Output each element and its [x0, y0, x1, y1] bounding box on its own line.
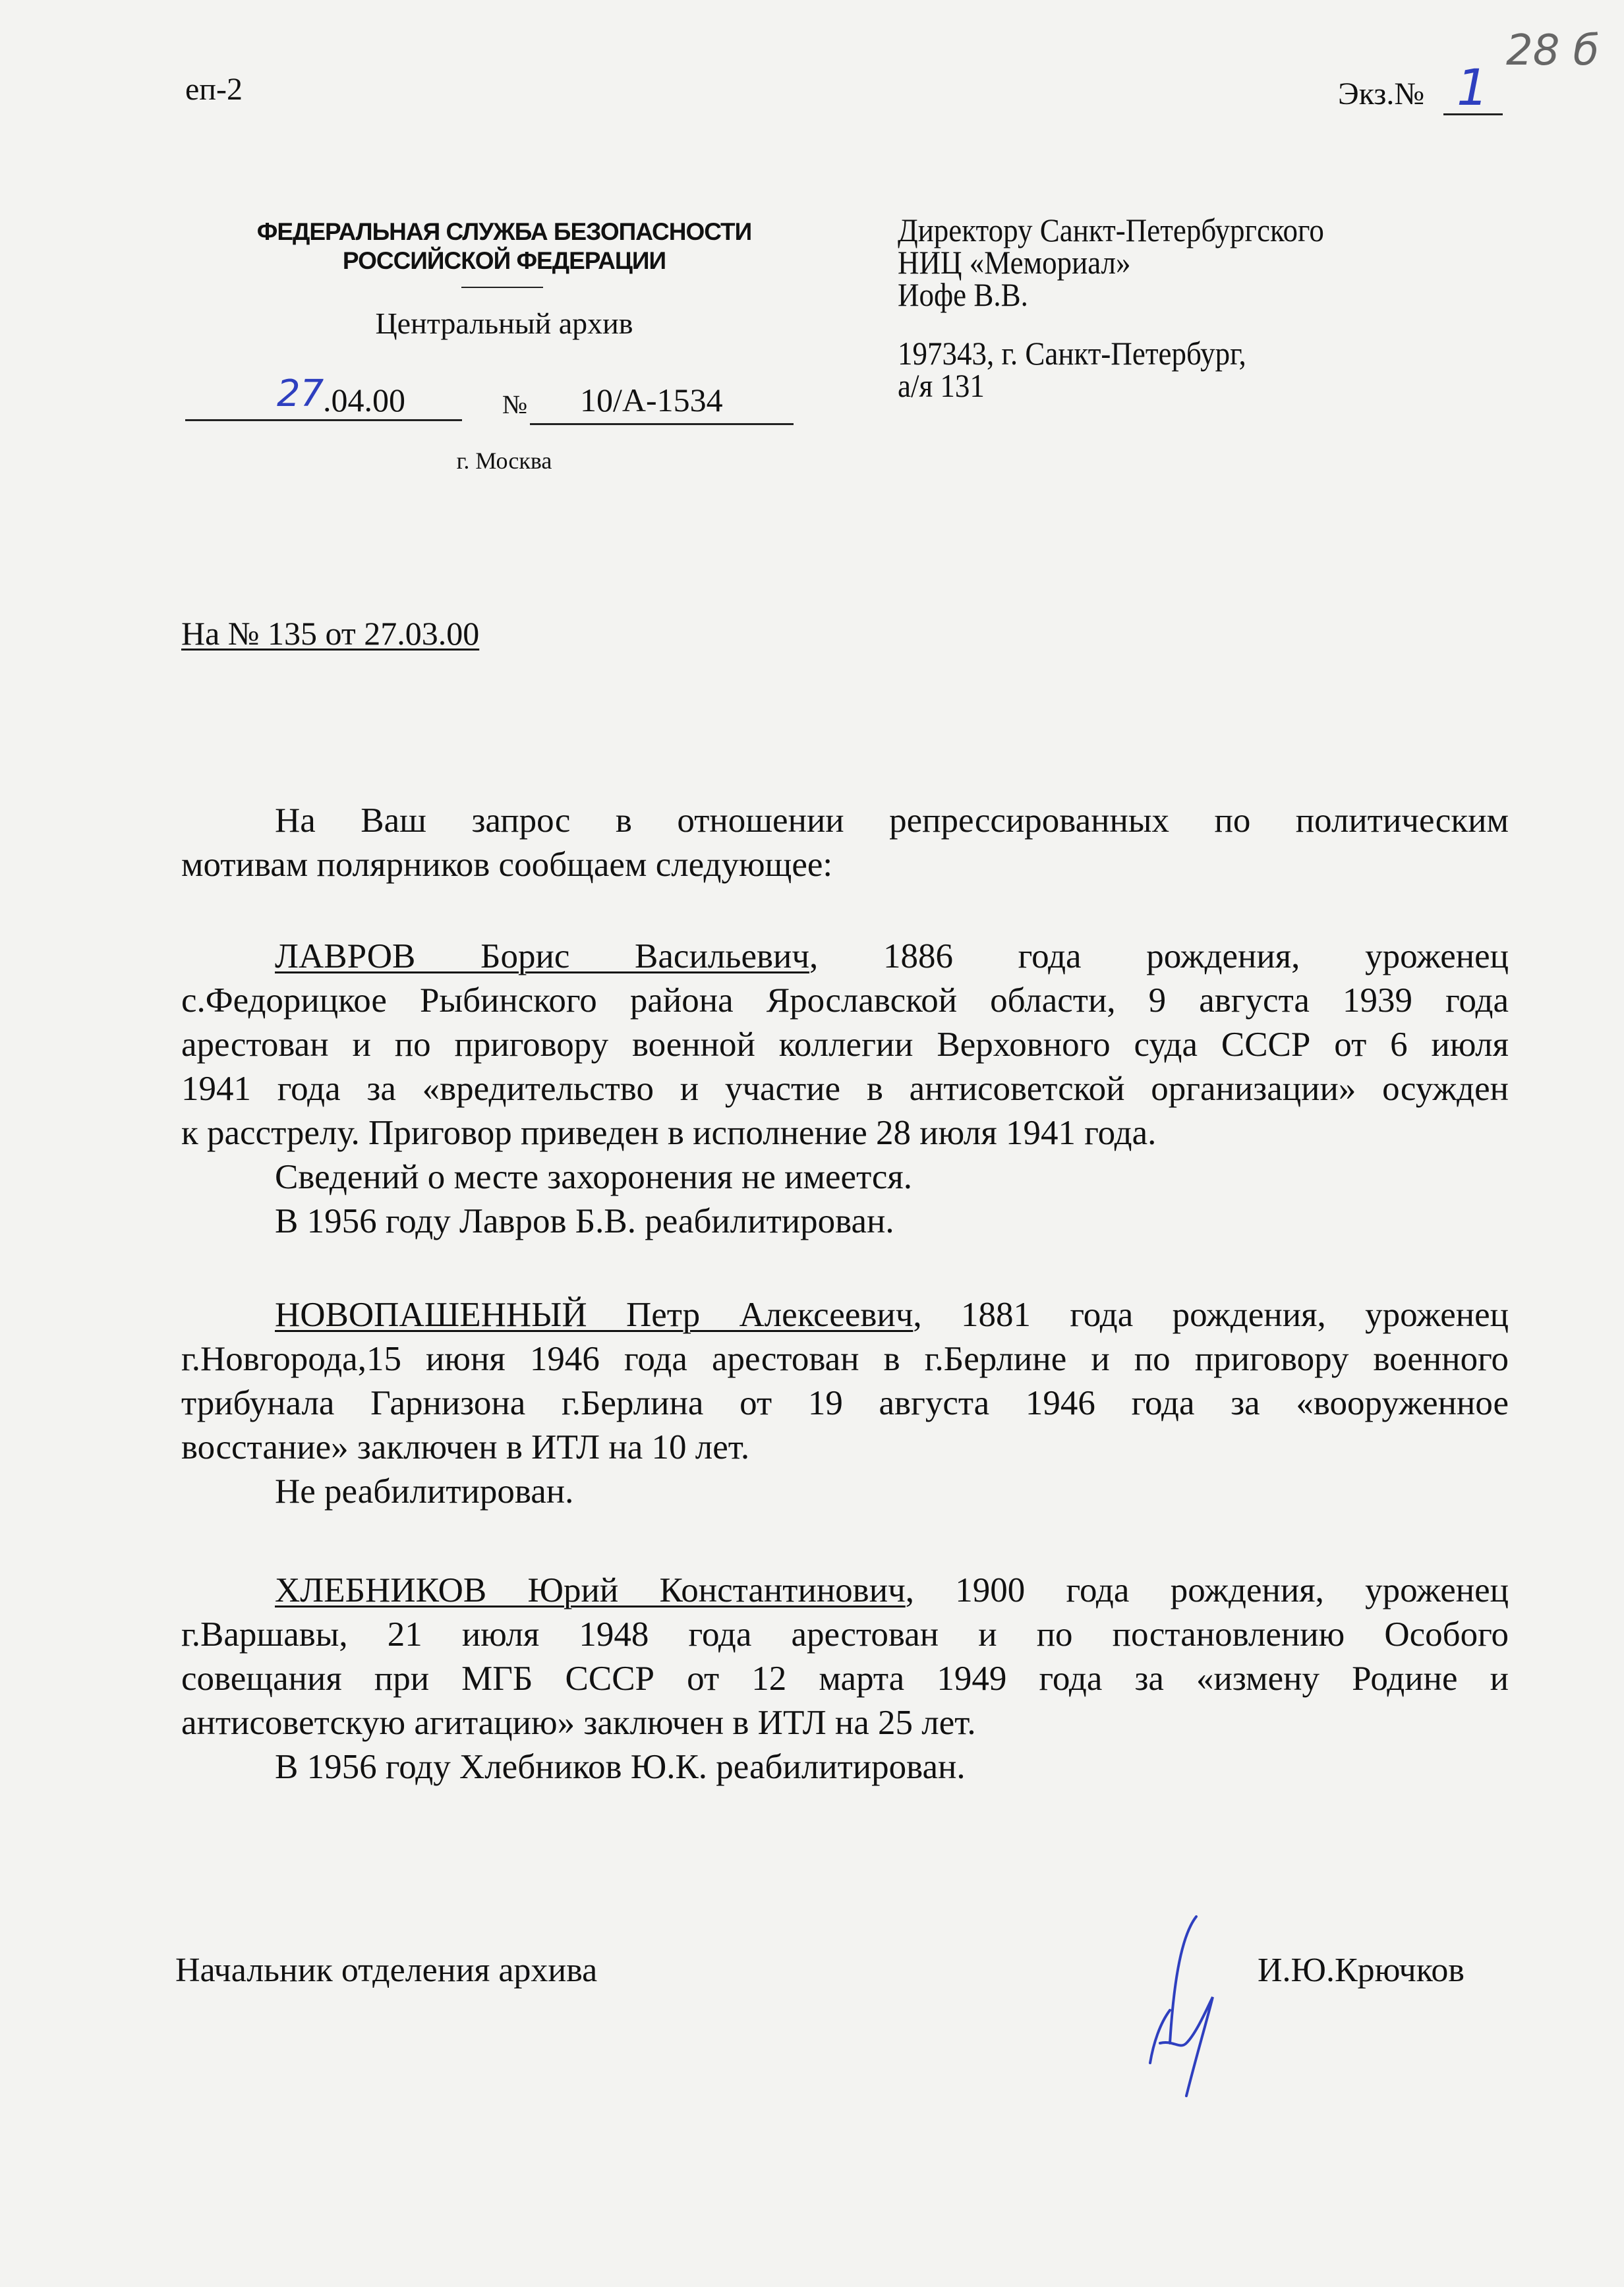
header-divider [461, 287, 543, 288]
intro-line: мотивам полярников сообщаем следующее: [181, 846, 833, 884]
recipient-name: Иофе В.В. [898, 276, 1028, 313]
recipient-address-2: а/я 131 [898, 367, 985, 404]
recipient-line-1: Директору Санкт-Петербургского [898, 212, 1324, 248]
outgoing-number: 10/А-1534 [580, 382, 723, 419]
person-name: ХЛЕБНИКОВ Юрий Константинович [275, 1571, 906, 1609]
date-underline [185, 419, 462, 421]
signatory-position: Начальник отделения архива [175, 1952, 598, 1989]
recipient-address-1: 197343, г. Санкт-Петербург, [898, 335, 1246, 372]
document-code: еп-2 [185, 72, 243, 107]
number-sign: № [502, 390, 528, 419]
date-handwritten: 27 [277, 372, 324, 415]
person-name: НОВОПАШЕННЫЙ Петр Алексеевич [275, 1296, 914, 1334]
copy-number-label: Экз.№ [1338, 76, 1425, 111]
copy-number-handwritten: 1 [1457, 58, 1489, 117]
handwritten-signature [1134, 1911, 1232, 2102]
sender-department: Центральный архив [375, 306, 633, 340]
person-name: ЛАВРОВ Борис Васильевич [275, 937, 810, 975]
sender-title-1: ФЕДЕРАЛЬНАЯ СЛУЖБА БЕЗОПАСНОСТИ [256, 218, 752, 245]
sender-title-2: РОССИЙСКОЙ ФЕДЕРАЦИИ [342, 247, 666, 274]
intro-line: На Ваш запрос в отношении репрессированных по политическим [275, 801, 1509, 840]
person-entry-novopashenny: НОВОПАШЕННЫЙ Петр Алексеевич, 1881 года рождения, уроженец г.Новгорода,15 июня 1946 года арестован в г.Берлине и по приговору военного трибунала Гарнизона г.Берлина от 19 августа 1946 года за «вооруженное восстание» заключен в ИТЛ на 10 лет. Не реабилитирован. [181, 1296, 1509, 1511]
signatory-name: И.Ю.Крючков [1258, 1952, 1464, 1989]
sender-city: г. Москва [456, 448, 552, 474]
person-entry-khlebnikov: ХЛЕБНИКОВ Юрий Константинович, 1900 года рождения, уроженец г.Варшавы, 21 июля 1948 года арестован и по постановлению Особого совещания при МГБ СССР от 12 марта 1949 года за «измену Родине и антисоветскую агитацию» заключен в ИТЛ на 25 лет. В 1956 году Хлебников Ю.К. реабилитирован. [181, 1571, 1509, 1786]
recipient-line-2: НИЦ «Мемориал» [898, 244, 1131, 281]
person-entry-lavrov: ЛАВРОВ Борис Васильевич, 1886 года рождения, уроженец с.Федорицкое Рыбинского района Ярославской области, 9 августа 1939 года арестован и по приговору военной коллегии Верховного суда СССР от 6 июля 1941 года за «вредительство и участие в антисоветской организации» осужден к расстрелу. Приговор приведен в исполнение 28 июля 1941 года. Сведений о месте захоронения не имеется. В 1956 году Лавров Б.В. реабилитирован. [181, 937, 1509, 1240]
date-printed: .04.00 [323, 382, 405, 419]
intro-paragraph [181, 799, 1509, 887]
page-mark: 28 б [1506, 26, 1600, 75]
number-underline [530, 423, 794, 425]
reference-line: На № 135 от 27.03.00 [181, 615, 480, 652]
